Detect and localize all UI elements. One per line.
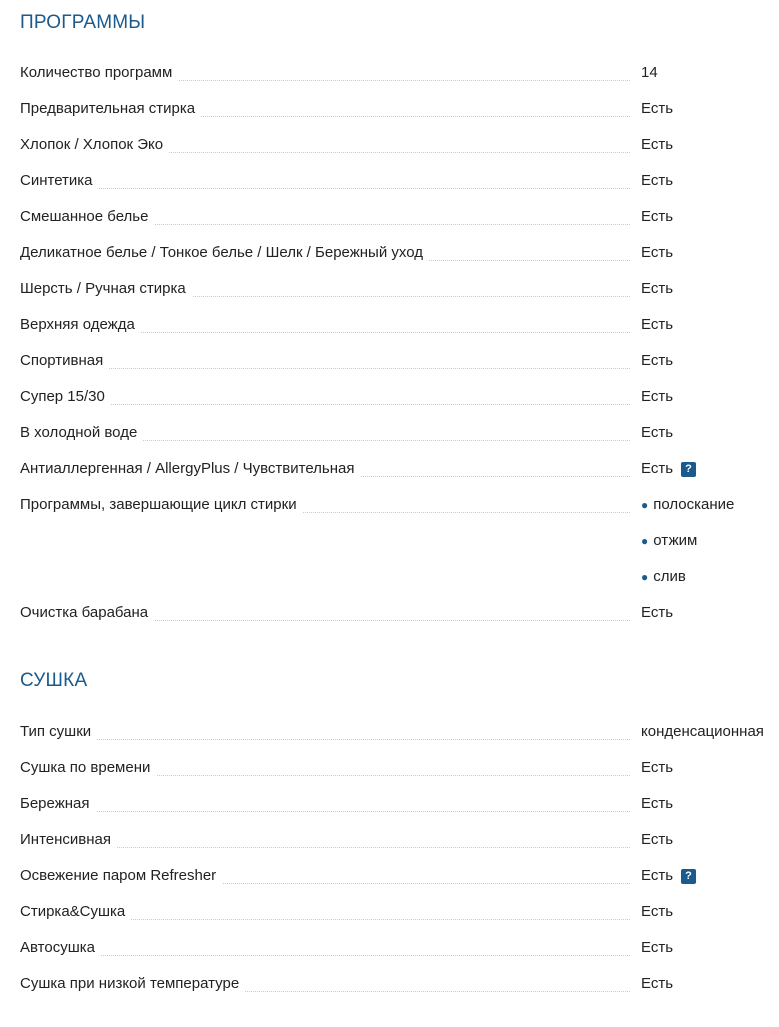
- spec-row: [20, 858, 775, 894]
- dotted-leader: [20, 368, 630, 369]
- spec-value: [641, 280, 673, 298]
- spec-row: [20, 379, 775, 415]
- spec-value-text: Есть: [641, 100, 674, 117]
- programs-rows: [20, 55, 775, 631]
- spec-value-text: Есть: [641, 424, 674, 441]
- section-title-drying: СУШКА: [20, 670, 88, 691]
- spec-value: [641, 244, 673, 262]
- spec-label: [20, 316, 141, 334]
- spec-label-text: Деликатное белье / Тонкое белье / Шелк / Бережный уход: [20, 244, 429, 261]
- spec-label: [20, 136, 169, 154]
- drying-rows: [20, 714, 775, 1002]
- spec-label-text: Бережная: [20, 795, 96, 812]
- spec-value-text: Есть: [641, 759, 674, 776]
- spec-value: [641, 64, 658, 82]
- spec-label: [20, 244, 429, 262]
- dotted-leader: [20, 739, 630, 740]
- spec-value: [641, 424, 673, 442]
- spec-value-text: Есть: [641, 244, 674, 261]
- spec-label-text: Сушка по времени: [20, 759, 156, 776]
- spec-label-text: Предварительная стирка: [20, 100, 201, 117]
- spec-value: [641, 172, 673, 190]
- spec-row: [20, 307, 775, 343]
- bullet-text: слив: [653, 568, 686, 585]
- spec-value-text: Есть: [641, 903, 674, 920]
- spec-label: [20, 388, 111, 406]
- programs-section: [20, 11, 775, 631]
- spec-label-text: Антиаллергенная / AllergyPlus / Чувствительная: [20, 460, 361, 477]
- spec-value: [641, 831, 673, 849]
- dotted-leader: [20, 955, 630, 956]
- spec-label-text: Программы, завершающие цикл стирки: [20, 496, 303, 513]
- spec-value: [641, 100, 673, 118]
- spec-row: [20, 55, 775, 91]
- spec-row: [20, 966, 775, 1002]
- spec-value: [641, 136, 673, 154]
- spec-value: [641, 604, 673, 622]
- spec-value: [641, 975, 673, 993]
- spec-label: [20, 975, 245, 993]
- dotted-leader: [20, 811, 630, 812]
- spec-label: [20, 939, 101, 957]
- spec-label-text: Синтетика: [20, 172, 99, 189]
- spec-row: [20, 451, 775, 487]
- spec-label-text: Сушка при низкой температуре: [20, 975, 245, 992]
- spec-row: [20, 487, 775, 523]
- spec-label-text: Смешанное белье: [20, 208, 154, 225]
- spec-label-text: Спортивная: [20, 352, 109, 369]
- spec-value-text: Есть: [641, 795, 674, 812]
- spec-row: [20, 163, 775, 199]
- bullet-icon: ●: [641, 570, 649, 584]
- bullet-text: полоскание: [653, 496, 735, 513]
- spec-row: [20, 343, 775, 379]
- bullet-text: отжим: [653, 532, 698, 549]
- spec-sub-row: [20, 559, 775, 595]
- spec-row: [20, 235, 775, 271]
- bullet-icon: ●: [641, 534, 649, 548]
- spec-label: [20, 831, 117, 849]
- spec-value: [641, 316, 673, 334]
- spec-label: [20, 352, 109, 370]
- spec-row: [20, 822, 775, 858]
- spec-label-text: Супер 15/30: [20, 388, 111, 405]
- spec-label-text: Освежение паром Refresher: [20, 867, 222, 884]
- spec-value-bullet: [641, 568, 686, 586]
- spec-value: [641, 939, 673, 957]
- spec-label: [20, 903, 131, 921]
- spec-row: [20, 786, 775, 822]
- spec-label: [20, 759, 156, 777]
- spec-label-text: Интенсивная: [20, 831, 117, 848]
- spec-value: [641, 460, 696, 478]
- spec-value-text: Есть: [641, 939, 674, 956]
- spec-label: [20, 172, 99, 190]
- spec-label-text: Шерсть / Ручная стирка: [20, 280, 192, 297]
- spec-value: [641, 759, 673, 777]
- spec-sub-row: [20, 523, 775, 559]
- spec-value-text: Есть: [641, 975, 674, 992]
- spec-value: [641, 903, 673, 921]
- spec-label-text: Очистка барабана: [20, 604, 154, 621]
- spec-label-text: В холодной воде: [20, 424, 143, 441]
- spec-row: [20, 750, 775, 786]
- spec-row: [20, 595, 775, 631]
- bullet-icon: ●: [641, 498, 649, 512]
- section-title-programs: ПРОГРАММЫ: [20, 12, 146, 33]
- spec-label: [20, 460, 361, 478]
- spec-value-text: Есть: [641, 136, 674, 153]
- spec-value-text: Есть: [641, 280, 674, 297]
- spec-value-text: Есть: [641, 831, 674, 848]
- spec-label: [20, 424, 143, 442]
- spec-row: [20, 930, 775, 966]
- spec-label: [20, 280, 192, 298]
- spec-value: [641, 795, 673, 813]
- spec-row: [20, 415, 775, 451]
- spec-label: [20, 496, 303, 514]
- drying-section: [20, 669, 775, 1002]
- spec-label-text: Хлопок / Хлопок Эко: [20, 136, 169, 153]
- spec-value-text: Есть: [641, 388, 674, 405]
- spec-row: [20, 127, 775, 163]
- spec-value-text: Есть: [641, 867, 674, 884]
- spec-label: [20, 723, 97, 741]
- help-icon[interactable]: ?: [681, 462, 696, 477]
- spec-label: [20, 208, 154, 226]
- spec-value-text: Есть: [641, 460, 674, 477]
- spec-label: [20, 604, 154, 622]
- spec-row: [20, 199, 775, 235]
- spec-value-text: Есть: [641, 208, 674, 225]
- spec-label: [20, 795, 96, 813]
- spec-label: [20, 64, 178, 82]
- spec-value-text: конденсационная: [641, 723, 764, 740]
- spec-value: [641, 723, 764, 741]
- spec-value-text: Есть: [641, 316, 674, 333]
- dotted-leader: [20, 404, 630, 405]
- spec-label-text: Верхняя одежда: [20, 316, 141, 333]
- spec-row: [20, 271, 775, 307]
- spec-value: [641, 208, 673, 226]
- spec-row: [20, 714, 775, 750]
- spec-label-text: Стирка&Сушка: [20, 903, 131, 920]
- spec-value-text: Есть: [641, 604, 674, 621]
- spec-value: [641, 352, 673, 370]
- spec-value: [641, 388, 673, 406]
- spec-value-text: Есть: [641, 172, 674, 189]
- spec-label-text: Количество программ: [20, 64, 178, 81]
- spec-label: [20, 867, 222, 885]
- spec-value-text: Есть: [641, 352, 674, 369]
- spec-value-text: 14: [641, 64, 658, 81]
- dotted-leader: [20, 188, 630, 189]
- help-icon[interactable]: ?: [681, 869, 696, 884]
- spec-label: [20, 100, 201, 118]
- spec-row: [20, 894, 775, 930]
- spec-label-text: Тип сушки: [20, 723, 97, 740]
- spec-value-bullet: [641, 496, 734, 514]
- spec-label-text: Автосушка: [20, 939, 101, 956]
- spec-value-bullet: [641, 532, 697, 550]
- spec-row: [20, 91, 775, 127]
- spec-value: [641, 867, 696, 885]
